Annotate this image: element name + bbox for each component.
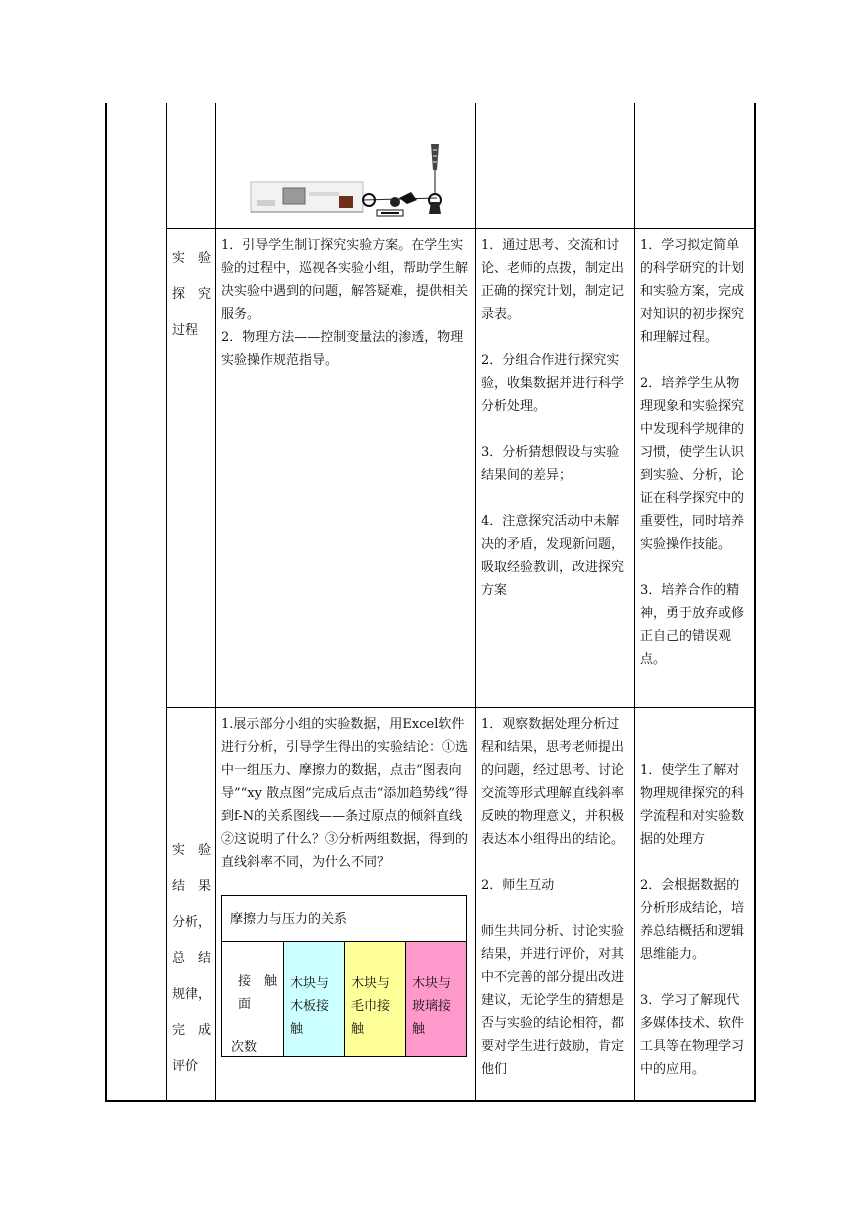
- table-border-left: [105, 103, 107, 1101]
- teacher-activity-cell: [221, 234, 472, 372]
- student-item: 1．通过思考、交流和讨论、老师的点拨，制定出正确的探究计划，制定记录表。: [481, 238, 625, 322]
- intent-item: 1．学习拟定简单的科学研究的计划和实验方案，完成对知识的初步探究和理解过程。: [640, 238, 745, 345]
- stage-cell-result-analysis: [172, 826, 214, 1091]
- stage-line: 结 果: [172, 879, 212, 894]
- row-divider-2: [166, 707, 755, 708]
- stage-line: 总 结: [172, 951, 212, 966]
- inner-col-wood-board: 木块与木板接触: [283, 942, 344, 1056]
- teacher-item: 1．引导学生制订探究实验方案。在学生实验的过程中，巡视各实验小组，帮助学生解决实验中遇到的问题，解答疑难，提供相关服务。: [221, 238, 469, 322]
- inner-col-wood-glass: 木块与玻璃接触: [405, 942, 466, 1056]
- inner-table-title: 摩擦力与压力的关系: [222, 896, 466, 942]
- table-divider-col2: [215, 103, 216, 1101]
- friction-pressure-table: [221, 895, 467, 1057]
- student-item: 3．分析猜想假设与实验结果间的差异；: [481, 445, 620, 483]
- stage-line: 过程: [172, 323, 199, 338]
- intent-item: 3．培养合作的精神，勇于放弃或修正自己的错误观点。: [640, 583, 745, 667]
- row-divider-1: [166, 228, 755, 229]
- stage-line: 规律，: [172, 987, 212, 1002]
- inner-corner-label: 接 触面: [238, 974, 278, 1012]
- intent-item: 1．使学生了解对物理规律探究的科学流程和对实验数据的处理方: [640, 763, 745, 847]
- stage-line: 实 验: [172, 251, 212, 266]
- table-border-bottom: [105, 1100, 756, 1102]
- teacher-activity-cell: [221, 713, 472, 874]
- student-item: 4．注意探究活动中未解决的矛盾，发现新问题，吸取经验教训，改进探究方案: [481, 514, 625, 598]
- stage-line: 评价: [172, 1059, 199, 1074]
- student-activity-cell: [481, 713, 632, 1081]
- table-border-right: [754, 103, 756, 1101]
- inner-col-wood-towel: 木块与毛巾接触: [344, 942, 405, 1056]
- experiment-apparatus-image: [247, 140, 447, 218]
- student-item: 1．观察数据处理分析过程和结果，思考老师提出的问题，经过思考、讨论交流等形式理解直线斜率反映的物理意义，并积极表达本小组得出的结论。: [481, 717, 625, 847]
- table-divider-col4: [634, 103, 635, 1101]
- stage-line: 分析，: [172, 915, 212, 930]
- student-item: 2．分组合作进行探究实验，收集数据并进行科学分析处理。: [481, 353, 625, 414]
- student-item: 2．师生互动: [481, 878, 555, 893]
- design-intent-cell: [640, 759, 752, 1081]
- stage-line: 探 究: [172, 287, 212, 302]
- table-divider-col3: [475, 103, 476, 1101]
- inner-count-label: 次数: [231, 1040, 258, 1055]
- stage-line: 完 成: [172, 1023, 212, 1038]
- student-activity-cell: [481, 234, 632, 602]
- stage-line: 实 验: [172, 843, 212, 858]
- intent-item: 3．学习了解现代多媒体技术、软件工具等在物理学习中的应用。: [640, 993, 745, 1077]
- teacher-item: 2．物理方法——控制变量法的渗透，物理实验操作规范指导。: [221, 330, 464, 368]
- teacher-item: 1.展示部分小组的实验数据，用Excel软件进行分析，引导学生得出的实验结论：①选中一组压力、摩擦力的数据，点击“图表向导”“xy 散点图”完成后点击“添加趋势线”得到f-N的关系图线——条过原点的倾斜直线②这说明了什么？③分析两组数据，得到的直线斜率不同，为什么不同？: [221, 717, 469, 870]
- stage-cell-experiment-process: [172, 234, 214, 355]
- design-intent-cell: [640, 234, 752, 671]
- intent-item: 2．会根据数据的分析形成结论，培养总结概括和逻辑思维能力。: [640, 878, 745, 962]
- intent-item: 2．培养学生从物理现象和实验探究中发现科学规律的习惯，使学生认识到实验、分析，论证在科学探究中的重要性，同时培养实验操作技能。: [640, 376, 745, 552]
- student-item: 师生共同分析、讨论实验结果，并进行评价，对其中不完善的部分提出改进建议，无论学生的猜想是否与实验的结论相符，都要对学生进行鼓励，肯定他们: [481, 924, 625, 1077]
- table-divider-col1: [166, 103, 167, 1101]
